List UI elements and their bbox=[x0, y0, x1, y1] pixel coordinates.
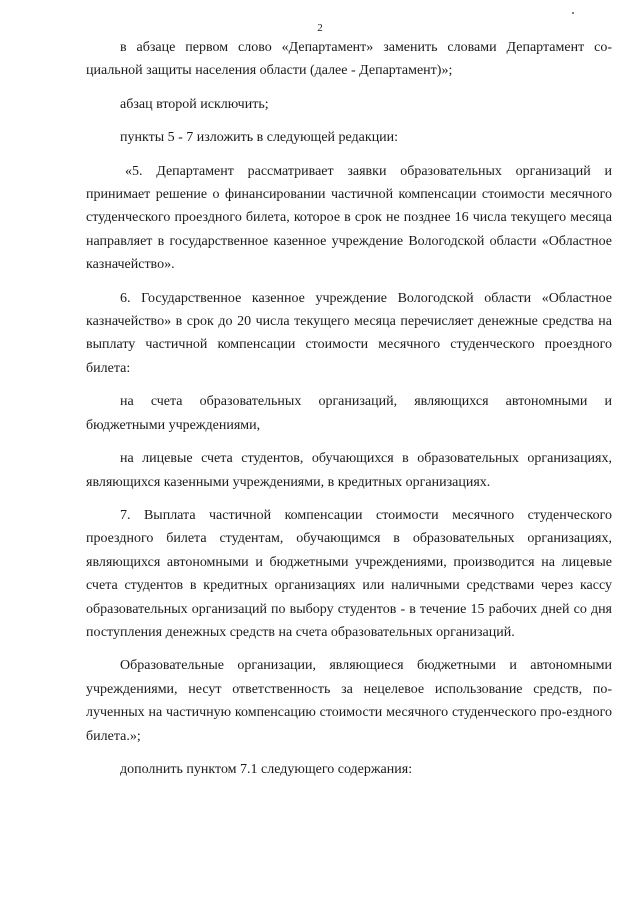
paragraph-item-7: 7. Выплата частичной компенсации стоимости месячного студенческого проездного билета студентам, обучающимся в образовательных организациях, являющихся автономными и бюджетными учреждениями, производится на лицевые счета студентов в кредитных организациях или наличными средствами через кассу образовательных организаций по выбору студентов - в течение 15 рабочих дней со дня поступления денежных средств на счета образовательных организаций. bbox=[86, 507, 612, 640]
paragraph-add-item-7-1: дополнить пунктом 7.1 следующего содержания: bbox=[120, 761, 413, 777]
paragraph-3: пункты 5 - 7 изложить в следующей редакции: bbox=[120, 130, 399, 146]
paragraph-item-6-sub-2: на лицевые счета студентов, обучающихся в образовательных организациях, являющихся казенными учреждениями, в кредитных организациях. bbox=[86, 451, 612, 490]
page-number: 2 bbox=[317, 22, 323, 34]
paragraph-item-6-sub-1: на счета образовательных организаций, являющихся автономными и бюджетными учреждениями, bbox=[86, 394, 612, 433]
paragraph-item-6: 6. Государственное казенное учреждение Вологодской области «Областное казначейство» в срок до 20 числа текущего месяца перечисляет денежные средства на выплату частичной компенсации стоимости месячного студенческого проездного билета: bbox=[86, 290, 612, 376]
scan-speck bbox=[572, 12, 574, 14]
paragraph-item-7-responsibility: Образовательные организации, являющиеся бюджетными и автономными учреждениями, несут ответственность за нецелевое использование средств, по-лученных на частичную компенсацию стоимости месячного студенческого про-ездного билета.»; bbox=[86, 658, 612, 744]
document-body bbox=[86, 36, 612, 791]
paragraph-2: абзац второй исключить; bbox=[120, 96, 269, 112]
paragraph-item-5: «5. Департамент рассматривает заявки образовательных организаций и принимает решение о финансировании частичной компенсации стоимости месячного студенческого проездного билета, которое в срок не позднее 16 числа текущего месяца направляет в государственное казенное учреждение Вологодской области «Областное казначейство». bbox=[86, 163, 612, 273]
paragraph-1: в абзаце первом слово «Департамент» заменить словами Департамент со-циальной защиты населения области (далее - Департамент)»; bbox=[86, 40, 612, 79]
